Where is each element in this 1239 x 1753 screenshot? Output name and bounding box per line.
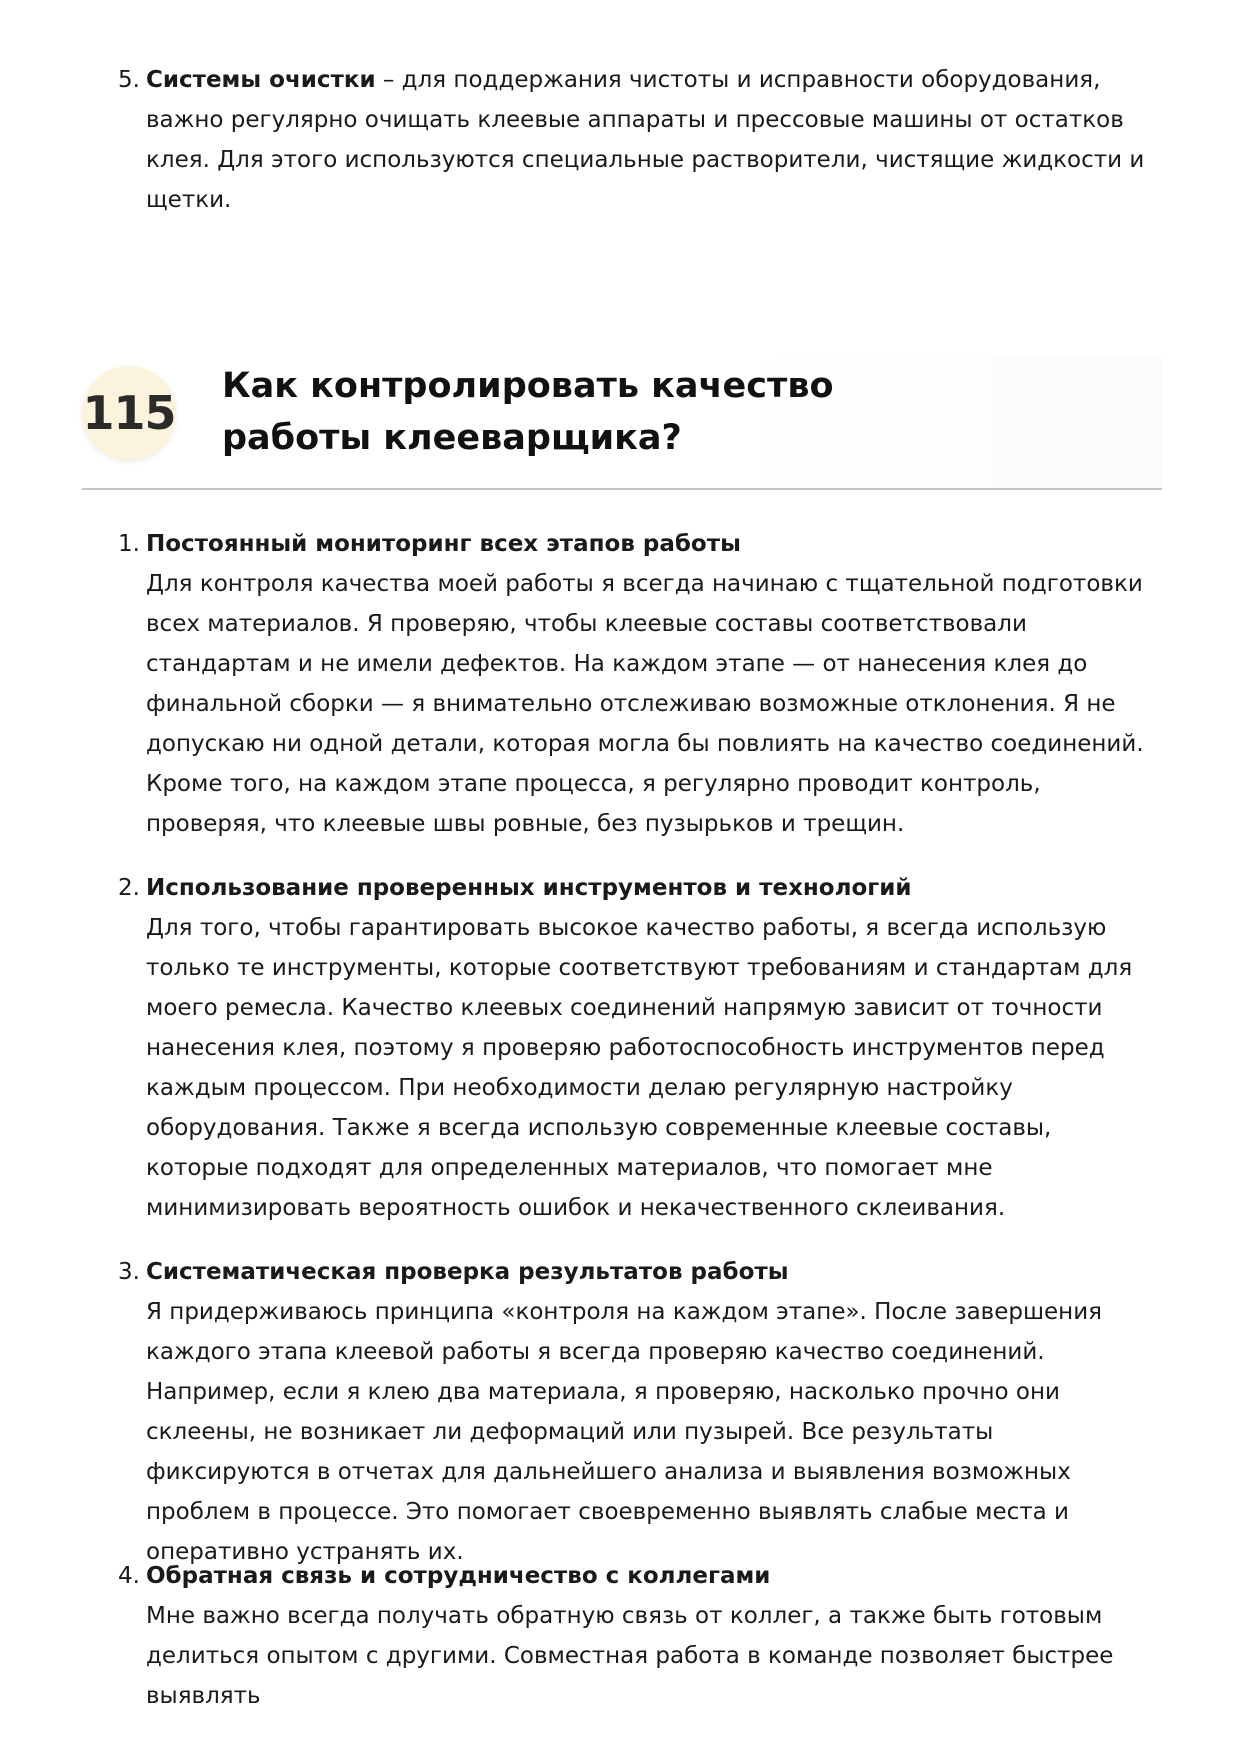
list-item-text: – для поддержания чистоты и исправности оборудования, важно регулярно очищать клеевые аппараты и прессовые машины от остатков клея. Для этого используются специальные растворители, чистящие жидкости и щетки. bbox=[146, 67, 1145, 213]
list-item-text: Я придерживаюсь принципа «контроля на каждом этапе». После завершения каждого этапа клеевой работы я всегда проверяю качество соединений. Например, если я клею два материала, я проверяю, насколько прочно они склеены, не возникает ли деформаций или пузырей. Все результаты фиксируются в отчетах для дальнейшего анализа и выявления возможных проблем в процессе. Это помогает своевременно выявлять слабые места и оперативно устранять их. bbox=[146, 1299, 1102, 1565]
list-item bbox=[118, 1556, 1158, 1716]
list-item-number: 3. bbox=[118, 1259, 140, 1285]
section-title: Как контролировать качество работы клееварщика? bbox=[222, 366, 834, 458]
list-item bbox=[118, 60, 1158, 220]
list-item-number: 5. bbox=[118, 67, 140, 93]
list-item-content bbox=[146, 524, 1158, 844]
list-item-number: 1. bbox=[118, 531, 140, 557]
list-item-content bbox=[146, 868, 1158, 1228]
section-number-badge: 115 bbox=[82, 366, 176, 460]
list-item-text: Для того, чтобы гарантировать высокое качество работы, я всегда использую только те инструменты, которые соответствуют требованиям и стандартам для моего ремесла. Качество клеевых соединений напрямую зависит от точности нанесения клея, поэтому я проверяю работоспособность инструментов перед каждым процессом. При необходимости делаю регулярную настройку оборудования. Также я всегда использую современные клеевые составы, которые подходят для определенных материалов, что помогает мне минимизировать вероятность ошибок и некачественного склеивания. bbox=[146, 915, 1133, 1221]
list-item-text: Для контроля качества моей работы я всегда начинаю с тщательной подготовки всех материалов. Я проверяю, чтобы клеевые составы соответствовали стандартам и не имели дефектов. На каждом этапе — от нанесения клея до финальной сборки — я внимательно отслеживаю возможные отклонения. Я не допускаю ни одной детали, которая могла бы повлиять на качество соединений. Кроме того, на каждом этапе процесса, я регулярно проводит контроль, проверяя, что клеевые швы ровные, без пузырьков и трещин. bbox=[146, 571, 1144, 837]
list-item bbox=[118, 868, 1158, 1228]
list-item bbox=[118, 524, 1158, 844]
list-item-title: Обратная связь и сотрудничество с коллегами bbox=[146, 1563, 771, 1589]
list-item bbox=[118, 1252, 1158, 1572]
list-item-number: 4. bbox=[118, 1563, 140, 1589]
list-item-text: Мне важно всегда получать обратную связь от коллег, а также быть готовым делиться опытом с другими. Совместная работа в команде позволяет быстрее выявлять bbox=[146, 1603, 1114, 1709]
list-item-content bbox=[146, 60, 1158, 220]
list-item-title: Использование проверенных инструментов и технологий bbox=[146, 875, 912, 901]
list-item-title: Систематическая проверка результатов работы bbox=[146, 1259, 789, 1285]
list-item-number: 2. bbox=[118, 875, 140, 901]
section-header bbox=[82, 358, 1162, 490]
list-item-title: Системы очистки bbox=[146, 67, 376, 93]
list-item-content bbox=[146, 1252, 1158, 1572]
list-item-content bbox=[146, 1556, 1158, 1716]
list-item-title: Постоянный мониторинг всех этапов работы bbox=[146, 531, 741, 557]
